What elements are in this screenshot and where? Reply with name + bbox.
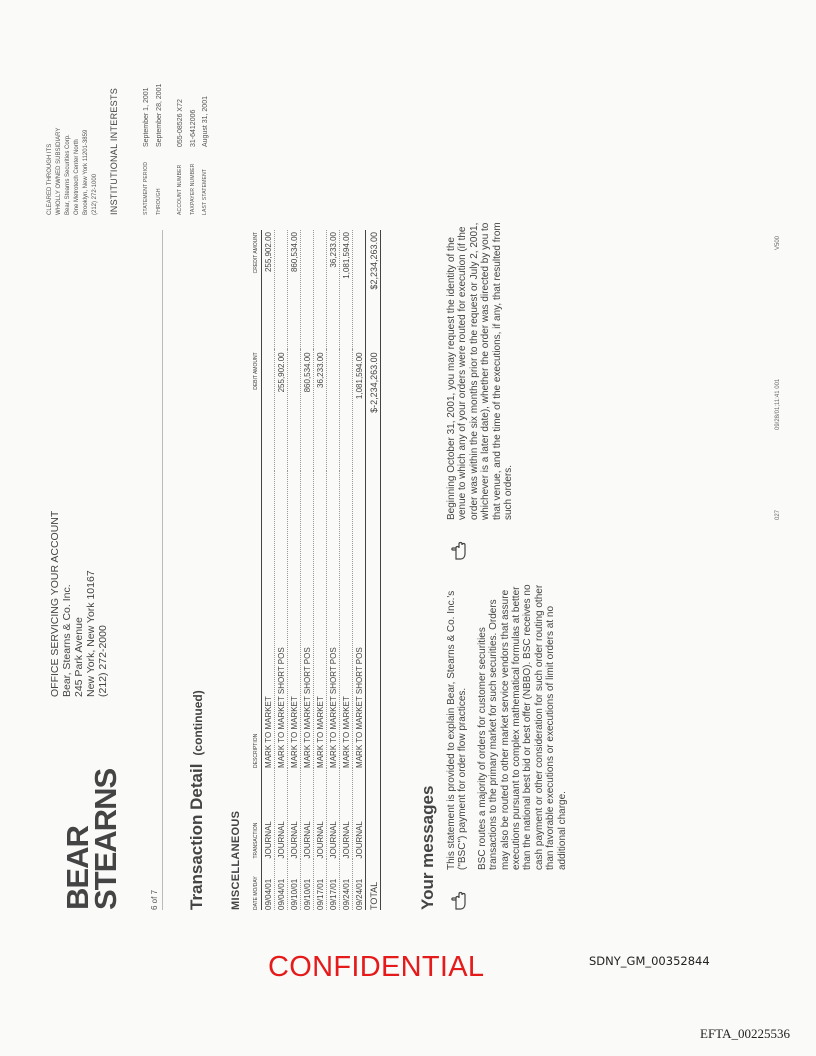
cell-date: 09/24/01 xyxy=(353,859,366,910)
clearing-line: WHOLLY OWNED SUBSIDIARY xyxy=(56,127,62,215)
footer-code-middle: 09/28/01;11:41 001 xyxy=(775,378,781,430)
office-line: OFFICE SERVICING YOUR ACCOUNT xyxy=(49,510,61,697)
total-label: TOTAL xyxy=(366,471,381,910)
account-name: INSTITUTIONAL INTERESTS xyxy=(109,87,119,215)
cell-description: MARK TO MARKET SHORT POS xyxy=(327,471,340,768)
statement-row xyxy=(199,84,212,215)
rotated-statement xyxy=(40,30,800,950)
logo-line-2: STEARNS xyxy=(88,768,123,910)
statement-label: TAXPAYER NUMBER xyxy=(189,163,196,215)
column-header-transaction: TRANSACTION xyxy=(253,768,262,859)
cell-debit xyxy=(340,350,353,470)
message-paragraph: BSC routes a majority of orders for customer securities transactions to the primary market for such securities. Orders may also be routed to other market service vendors that assure executions pursuant to complex mathematical formulas at better than the national best bid or best offer (NBBO). BSC receives no cash payment or other consideration for such order routing other than favorable executions or executions of limit orders at no additional charge. xyxy=(476,584,568,870)
statement-label: STATEMENT PERIOD xyxy=(143,161,149,215)
confidential-stamp: CONFIDENTIAL xyxy=(268,951,485,983)
cell-description: MARK TO MARKET xyxy=(262,471,275,768)
subsection-title: MISCELLANEOUS xyxy=(230,810,242,910)
cell-debit xyxy=(262,350,275,470)
statement-label: THROUGH xyxy=(155,188,162,215)
statement-spacer xyxy=(166,84,174,215)
cell-debit xyxy=(327,350,340,470)
cell-transaction: JOURNAL xyxy=(314,768,327,859)
statement-info xyxy=(140,84,212,215)
office-line: New York, New York 10167 xyxy=(85,570,97,697)
message-column-right xyxy=(446,220,514,520)
cell-transaction: JOURNAL xyxy=(288,768,301,859)
cell-description: MARK TO MARKET xyxy=(340,471,353,768)
cell-debit: 1,081,594.00 xyxy=(353,350,366,470)
cell-credit xyxy=(353,230,366,350)
office-line: Bear, Stearns & Co. Inc. xyxy=(61,584,73,697)
table-row xyxy=(262,230,275,910)
statement-value: 055-08526 X72 xyxy=(176,99,184,147)
bear-stearns-logo xyxy=(60,768,123,910)
statement-row xyxy=(174,84,187,215)
cell-transaction: JOURNAL xyxy=(262,768,275,859)
cell-credit: 860,534.00 xyxy=(288,230,301,350)
statement-value: August 31, 2001 xyxy=(202,96,210,147)
cell-date: 09/10/01 xyxy=(288,859,301,910)
statement-row xyxy=(187,84,200,215)
cell-credit: 255,902.00 xyxy=(262,230,275,350)
cell-description: MARK TO MARKET xyxy=(288,471,301,768)
cell-description: MARK TO MARKET xyxy=(314,471,327,768)
section-title-suffix: (continued) xyxy=(191,690,205,756)
cell-transaction: JOURNAL xyxy=(327,768,340,859)
header-divider xyxy=(162,230,163,910)
logo-line-1: BEAR xyxy=(60,826,95,910)
statement-label: ACCOUNT NUMBER xyxy=(176,164,183,215)
cell-credit: 36,233.00 xyxy=(327,230,340,350)
message-paragraph: This statement is provided to explain Bear, Stearns & Co. Inc.'s ("BSC") payment for order flow practices. xyxy=(446,590,469,870)
statement-value: September 28, 2001 xyxy=(155,83,163,147)
message-paragraph: Beginning October 31, 2001, you may request the identity of the venue to which any of your orders were routed for execution (if the order was within the six months prior to the request or July 2, 2001, whichever is a later date), whether the order was directed by you to that venue, and the time of the executions, if any, that resulted from such orders. xyxy=(446,222,515,520)
efta-number: EFTA_00225536 xyxy=(700,1026,790,1041)
cell-date: 09/10/01 xyxy=(301,859,314,910)
column-header-description: DESCRIPTION xyxy=(253,471,262,768)
cell-debit: 860,534.00 xyxy=(301,350,314,470)
cell-credit xyxy=(314,230,327,350)
clearing-line: Brooklyn, New York 11201-3859 xyxy=(83,129,89,215)
section-title xyxy=(187,690,207,910)
table-row xyxy=(353,230,366,910)
cell-credit xyxy=(301,230,314,350)
cell-transaction: JOURNAL xyxy=(301,768,314,859)
clearing-line: One Metrotech Center North xyxy=(74,139,80,215)
column-header-debit: DEBIT AMOUNT xyxy=(253,350,262,470)
cell-debit xyxy=(288,350,301,470)
cell-description: MARK TO MARKET SHORT POS xyxy=(301,471,314,768)
pointing-hand-icon xyxy=(450,536,468,560)
statement-value: 31-6412006 xyxy=(189,109,197,147)
cell-date: 09/04/01 xyxy=(262,859,275,910)
table-row xyxy=(288,230,301,910)
clearing-line: Bear, Stearns Securities Corp. xyxy=(65,134,71,215)
cell-description: MARK TO MARKET SHORT POS xyxy=(275,471,288,768)
table-row xyxy=(314,230,327,910)
table-row xyxy=(301,230,314,910)
cell-transaction: JOURNAL xyxy=(353,768,366,859)
cell-credit: 1,081,594.00 xyxy=(340,230,353,350)
cell-date: 09/17/01 xyxy=(327,859,340,910)
cell-date: 09/04/01 xyxy=(275,859,288,910)
table-row xyxy=(327,230,340,910)
column-header-credit: CREDIT AMOUNT xyxy=(253,230,262,350)
messages-title: Your messages xyxy=(418,785,437,910)
cell-transaction: JOURNAL xyxy=(340,768,353,859)
footer-code-left: 027 xyxy=(775,509,781,520)
statement-value: September 1, 2001 xyxy=(142,87,150,147)
office-address xyxy=(49,511,109,697)
clearing-line: (212) 272-1000 xyxy=(92,173,98,215)
footer-code-right: V500 xyxy=(775,235,781,250)
clearing-line: CLEARED THROUGH ITS xyxy=(47,143,53,215)
column-header-date: DATE MO/DAY xyxy=(253,859,262,910)
office-line: (212) 272-2000 xyxy=(97,625,109,697)
total-row xyxy=(366,230,381,910)
statement-row xyxy=(140,84,153,215)
message-column-left xyxy=(446,580,576,870)
page-number: 6 of 7 xyxy=(150,889,159,910)
clearing-info xyxy=(46,128,100,215)
statement-label: LAST STATEMENT xyxy=(202,168,209,215)
table-row xyxy=(275,230,288,910)
cell-credit xyxy=(275,230,288,350)
cell-description: MARK TO MARKET SHORT POS xyxy=(353,471,366,768)
total-debit: $-2,234,263.00 xyxy=(366,350,381,470)
statement-row xyxy=(153,84,166,215)
office-line: 245 Park Avenue xyxy=(73,617,85,697)
transaction-table xyxy=(253,230,381,910)
total-credit: $2,234,263.00 xyxy=(366,230,381,350)
table-header-row xyxy=(253,230,262,910)
pointing-hand-icon xyxy=(450,886,468,910)
section-title-text: Transaction Detail xyxy=(187,763,206,910)
bates-number: SDNY_GM_00352844 xyxy=(589,954,710,968)
cell-debit: 255,902.00 xyxy=(275,350,288,470)
cell-date: 09/17/01 xyxy=(314,859,327,910)
cell-debit: 36,233.00 xyxy=(314,350,327,470)
table-row xyxy=(340,230,353,910)
cell-date: 09/24/01 xyxy=(340,859,353,910)
cell-transaction: JOURNAL xyxy=(275,768,288,859)
